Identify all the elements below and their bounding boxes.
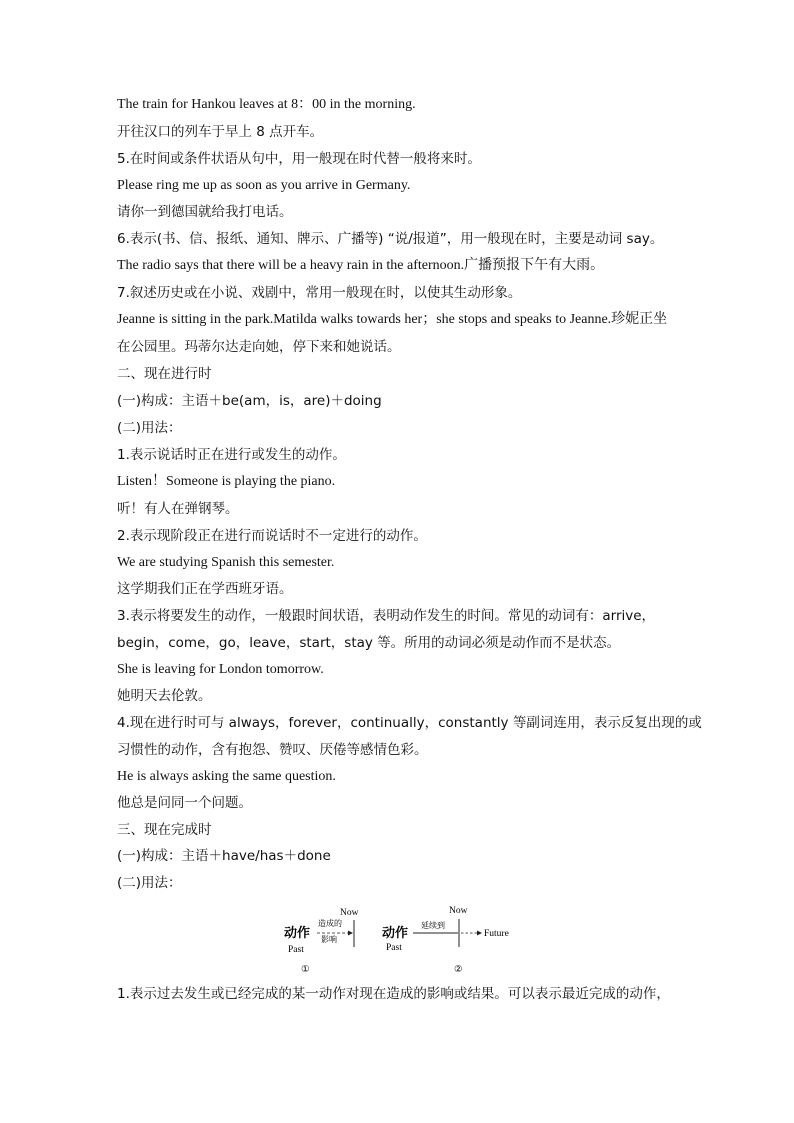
text-line: Jeanne is sitting in the park.Matilda walks towards her；she stops and speaks to Jeanne.珍妮正坐	[117, 312, 668, 327]
d1-action-label: 动作	[284, 926, 311, 941]
text-line: 6.表示(书、信、报纸、通知、牌示、广播等) “说/报道”，用一般现在时，主要是动词 say。	[117, 231, 664, 247]
d2-arrow-head	[477, 931, 482, 936]
d1-past-label: Past	[288, 945, 304, 955]
d1-now-label: Now	[340, 908, 359, 918]
text-line: Listen！Someone is playing the piano.	[117, 474, 336, 489]
d2-continue-label: 延续到	[421, 921, 445, 930]
d1-effect-label-top: 造成的	[318, 919, 342, 928]
text-line: 2.表示现阶段正在进行而说话时不一定进行的动作。	[117, 528, 427, 544]
text-line: 1.表示说话时正在进行或发生的动作。	[117, 447, 346, 463]
text-line: begin，come，go，leave，start，stay 等。所用的动词必须是动作而不是状态。	[117, 635, 621, 651]
d1-effect-label-bottom: 影响	[321, 935, 337, 944]
text-line: 她明天去伦敦。	[117, 688, 212, 704]
d2-action-label: 动作	[382, 926, 409, 941]
d2-future-label: Future	[484, 929, 509, 939]
text-line: He is always asking the same question.	[117, 769, 336, 784]
text-line: 开往汉口的列车于早上 8 点开车。	[117, 124, 324, 140]
text-line: 1.表示过去发生或已经完成的某一动作对现在造成的影响或结果。可以表示最近完成的动作，	[117, 986, 670, 1002]
text-line: (二)用法：	[117, 875, 182, 891]
text-line: 习惯性的动作，含有抱怨、赞叹、厌倦等感情色彩。	[117, 742, 428, 758]
d1-number: ①	[301, 965, 310, 975]
text-line: 他总是问同一个问题。	[117, 795, 252, 811]
d2-past-label: Past	[386, 943, 402, 953]
text-line: She is leaving for London tomorrow.	[117, 662, 324, 677]
d1-arrow-head	[348, 931, 353, 936]
text-line: 请你一到德国就给我打电话。	[117, 204, 293, 220]
text-line: 这学期我们正在学西班牙语。	[117, 581, 293, 597]
text-line: (一)构成：主语＋have/has＋done	[117, 848, 331, 864]
timeline-diagram	[280, 900, 520, 978]
d2-now-label: Now	[449, 906, 468, 916]
text-line: 5.在时间或条件状语从句中，用一般现在时代替一般将来时。	[117, 151, 481, 167]
text-line: 听！有人在弹钢琴。	[117, 501, 239, 517]
text-line: (二)用法：	[117, 420, 182, 436]
text-line: 在公园里。玛蒂尔达走向她，停下来和她说话。	[117, 339, 401, 355]
text-line: We are studying Spanish this semester.	[117, 555, 335, 570]
section-heading: 二、现在进行时	[117, 366, 212, 382]
text-line: (一)构成：主语＋be(am，is，are)＋doing	[117, 393, 382, 409]
text-line: 4.现在进行时可与 always，forever，continually，constantly 等副词连用，表示反复出现的或	[117, 715, 702, 731]
text-line: The train for Hankou leaves at 8：00 in the morning.	[117, 97, 416, 112]
text-line: 7.叙述历史或在小说、戏剧中，常用一般现在时，以使其生动形象。	[117, 285, 522, 301]
text-line: 3.表示将要发生的动作，一般跟时间状语，表明动作发生的时间。常见的动词有：arrive，	[117, 608, 656, 624]
section-heading: 三、现在完成时	[117, 822, 212, 838]
d2-number: ②	[454, 965, 463, 975]
text-line: Please ring me up as soon as you arrive in Germany.	[117, 178, 411, 193]
text-line: The radio says that there will be a heavy rain in the afternoon.广播预报下午有大雨。	[117, 258, 605, 273]
